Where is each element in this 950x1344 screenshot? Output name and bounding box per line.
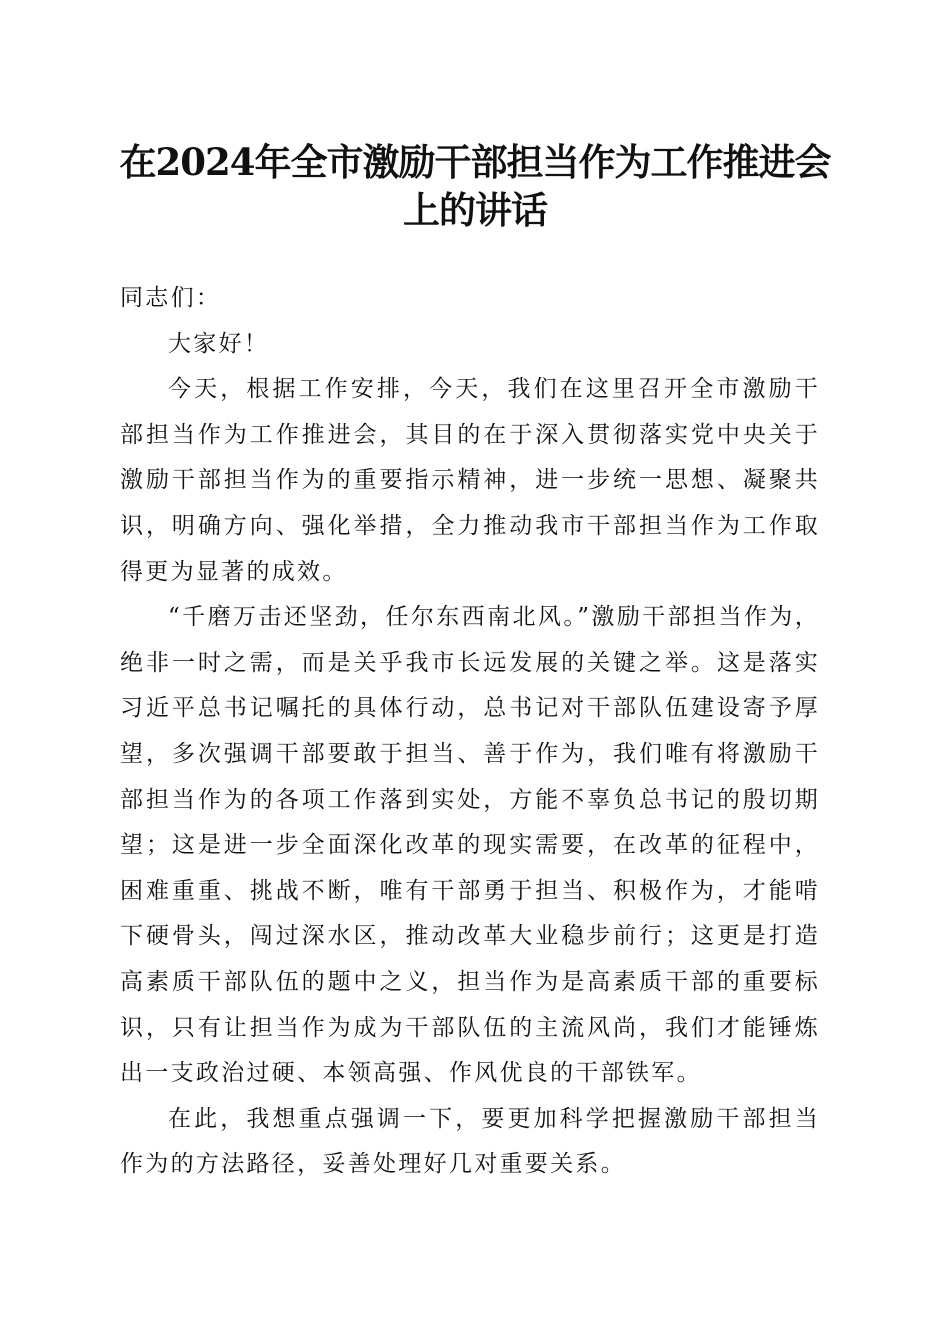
title-line-2: 上的讲话 <box>403 188 547 232</box>
salutation: 同志们： <box>120 285 222 311</box>
document-title <box>110 138 840 234</box>
paragraph: 在此，我想重点强调一下，要更加科学把握激励干部担当作为的方法路径，妥善处理好几对重要关系。 <box>120 1105 820 1178</box>
document-body <box>120 276 820 1188</box>
paragraph: “千磨万击还坚劲，任尔东西南北风。”激励干部担当作为，绝非一时之需，而是关乎我市长远发展的关键之举。这是落实习近平总书记嘱托的具体行动，总书记对干部队伍建设寄予厚望，多次强调干部要敢于担当、善于作为，我们唯有将激励干部担当作为的各项工作落到实处，方能不辜负总书记的殷切期望；这是进一步全面深化改革的现实需要，在改革的征程中，困难重重、挑战不断，唯有干部勇于担当、积极作为，才能啃下硬骨头，闯过深水区，推动改革大业稳步前行；这更是打造高素质干部队伍的题中之义，担当作为是高素质干部的重要标识，只有让担当作为成为干部队伍的主流风尚，我们才能锤炼出一支政治过硬、本领高强、作风优良的干部铁军。 <box>120 604 820 1087</box>
paragraph: 今天，根据工作安排，今天，我们在这里召开全市激励干部担当作为工作推进会，其目的在于深入贯彻落实党中央关于激励干部担当作为的重要指示精神，进一步统一思想、凝聚共识，明确方向、强化举措，全力推动我市干部担当作为工作取得更为显著的成效。 <box>120 376 820 585</box>
title-line-1: 在2024年全市激励干部担当作为工作推进会 <box>119 140 831 184</box>
greeting: 大家好！ <box>168 330 270 357</box>
